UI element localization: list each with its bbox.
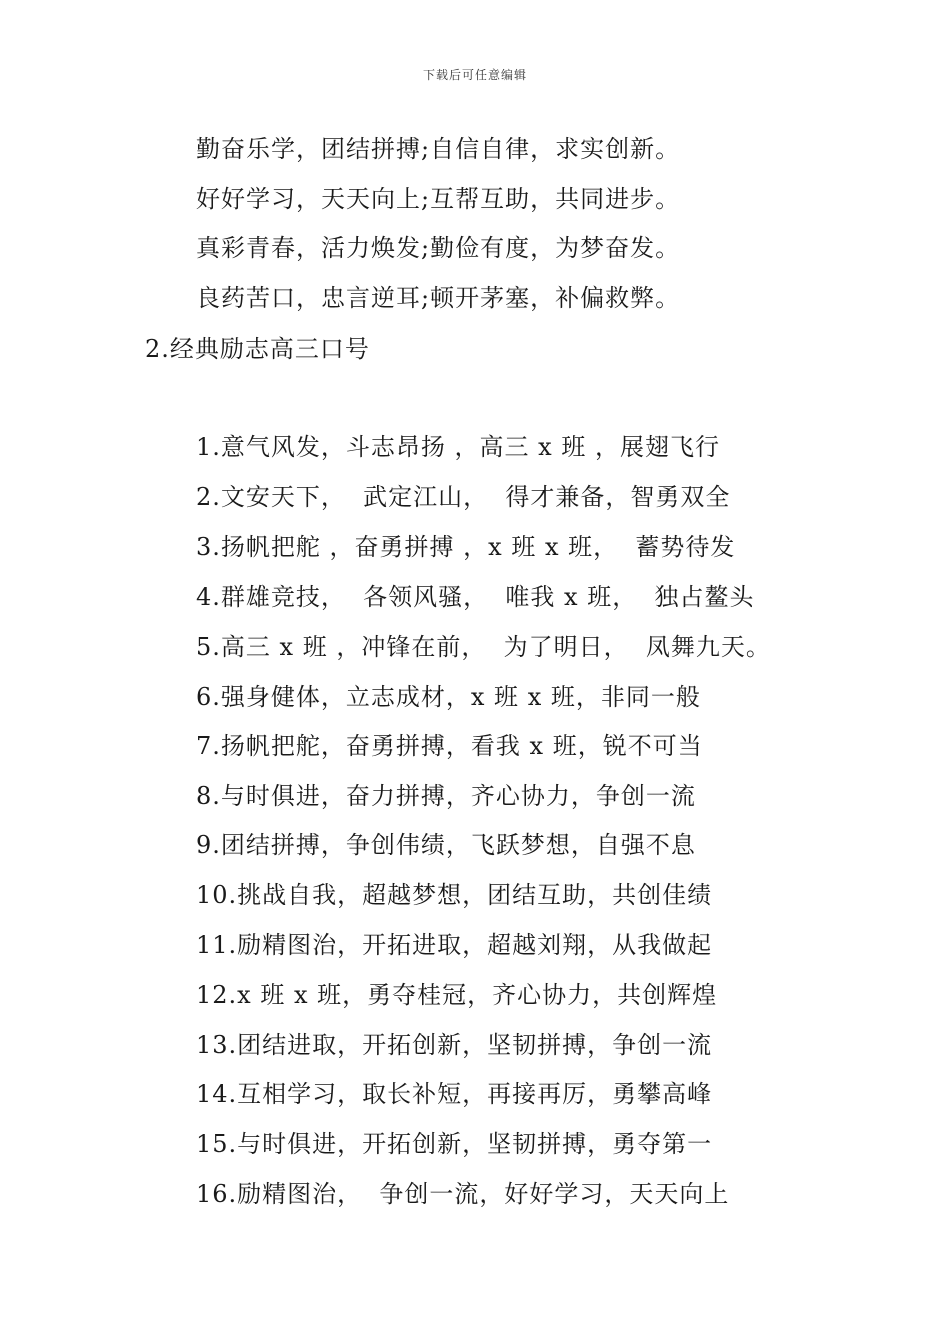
slogan-item: 5.高三 x 班 ，冲锋在前， 为了明日， 凤舞九天。 — [196, 633, 771, 661]
slogan-item: 2.文安天下， 武定江山， 得才兼备，智勇双全 — [196, 483, 731, 511]
intro-line: 真彩青春，活力焕发;勤俭有度，为梦奋发。 — [196, 234, 681, 262]
slogan-item: 1.意气风发，斗志昂扬 ，高三 x 班 ，展翅飞行 — [196, 433, 720, 461]
intro-line: 勤奋乐学，团结拼搏;自信自律，求实创新。 — [196, 135, 681, 163]
slogan-item: 9.团结拼搏，争创伟绩，飞跃梦想，自强不息 — [196, 831, 696, 859]
slogan-item: 14.互相学习，取长补短，再接再厉，勇攀高峰 — [196, 1080, 713, 1108]
slogan-item: 6.强身健体，立志成材，x 班 x 班，非同一般 — [196, 683, 701, 711]
slogan-item: 4.群雄竞技， 各领风骚， 唯我 x 班， 独占鳌头 — [196, 583, 755, 611]
intro-line: 良药苦口，忠言逆耳;顿开茅塞，补偏救弊。 — [196, 284, 681, 312]
page-header: 下载后可任意编辑 — [422, 68, 527, 82]
slogan-item: 11.励精图治，开拓进取，超越刘翔，从我做起 — [196, 931, 713, 959]
slogan-item: 12.x 班 x 班，勇夺桂冠，齐心协力，共创辉煌 — [196, 981, 718, 1009]
slogan-item: 7.扬帆把舵，奋勇拼搏，看我 x 班，锐不可当 — [196, 732, 703, 760]
slogan-item: 15.与时俱进，开拓创新，坚韧拼搏，勇夺第一 — [196, 1130, 713, 1158]
intro-line: 好好学习，天天向上;互帮互助，共同进步。 — [196, 185, 681, 213]
slogan-item: 3.扬帆把舵 ，奋勇拼搏 ，x 班 x 班， 蓄势待发 — [196, 533, 736, 561]
slogan-item: 10.挑战自我，超越梦想，团结互助，共创佳绩 — [196, 881, 713, 909]
slogan-item: 16.励精图治， 争创一流，好好学习，天天向上 — [196, 1180, 730, 1208]
slogan-item: 8.与时俱进，奋力拼搏，齐心协力，争创一流 — [196, 782, 696, 810]
section-title: 2.经典励志高三口号 — [145, 335, 370, 363]
slogan-item: 13.团结进取，开拓创新，坚韧拼搏，争创一流 — [196, 1031, 713, 1059]
